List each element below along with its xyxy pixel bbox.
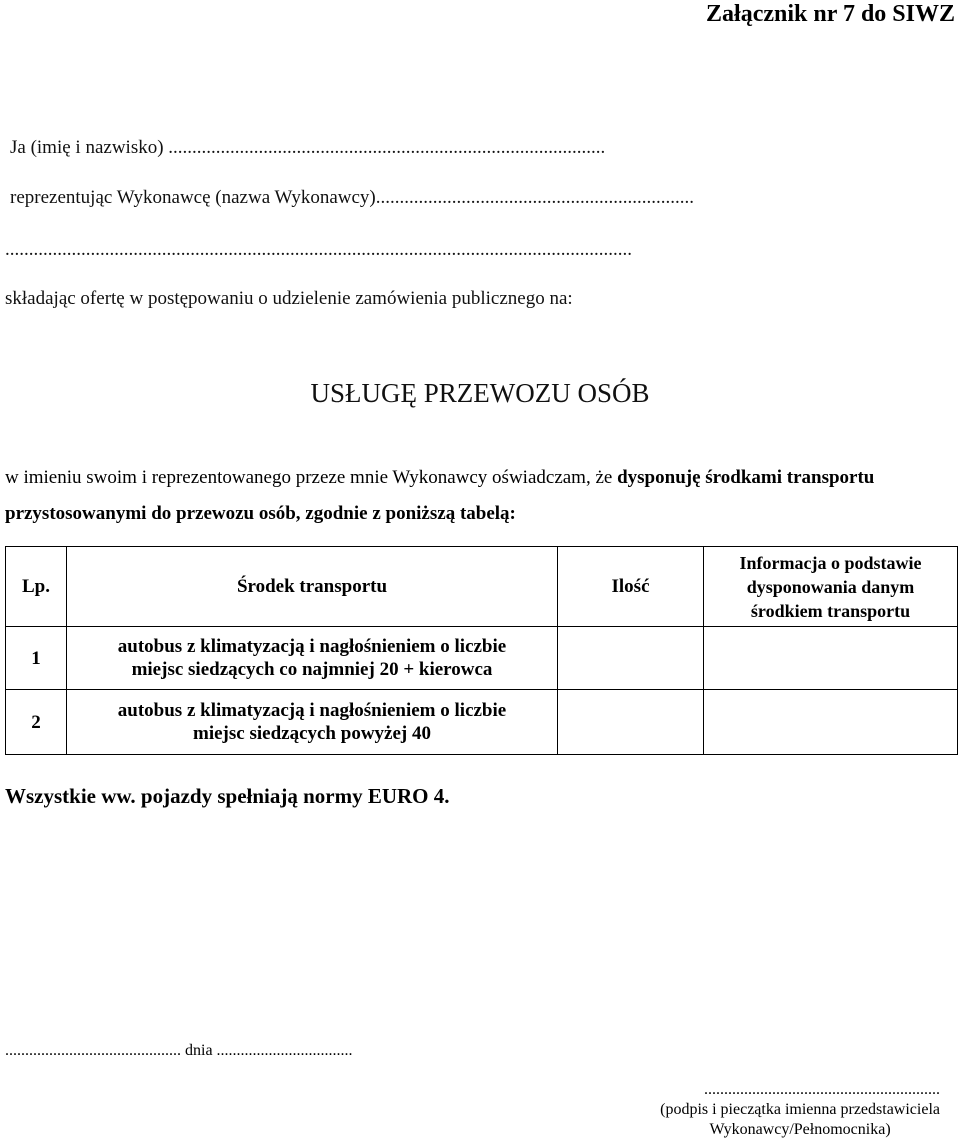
cell-srodek-line2: miejsc siedzących powyżej 40 <box>193 723 431 744</box>
cell-ilosc[interactable] <box>558 627 704 690</box>
cell-srodek-line1: autobus z klimatyzacją i nagłośnieniem o liczbie <box>117 636 507 657</box>
transport-table <box>5 546 958 755</box>
representing-line: reprezentując Wykonawcę (nazwa Wykonawcy)................................................................... <box>10 187 694 208</box>
annex-heading: Załącznik nr 7 do SIWZ <box>706 1 955 27</box>
signature-dots: ........................................................... <box>704 1081 940 1098</box>
header-info <box>704 547 958 627</box>
table-row <box>6 690 958 755</box>
cell-info[interactable] <box>704 627 958 690</box>
cell-srodek <box>67 690 558 755</box>
declaration-paragraph <box>5 460 957 532</box>
name-line: Ja (imię i nazwisko) ............................................................................................ <box>10 137 606 158</box>
signature-caption-line2: Wykonawcy/Pełnomocnika) <box>709 1121 891 1138</box>
cell-ilosc[interactable] <box>558 690 704 755</box>
declaration-plain: w imieniu swoim i reprezentowanego przeze mnie Wykonawcy oświadczam, że <box>5 467 618 488</box>
cell-info[interactable] <box>704 690 958 755</box>
signature-caption-line1: (podpis i pieczątka imienna przedstawiciela <box>660 1101 940 1118</box>
cell-lp: 1 <box>6 627 67 690</box>
signature-block <box>660 1080 940 1140</box>
table-row <box>6 627 958 690</box>
header-info-line2: dysponowania danym <box>746 576 915 597</box>
header-srodek: Środek transportu <box>67 547 558 627</box>
declaration-bold: dysponuję środkami transportu przystosowanymi do przewozu osób, zgodnie z poniższą tabelą: <box>5 467 875 524</box>
contractor-name-dots: .................................................................................................................................... <box>5 239 632 260</box>
header-ilosc: Ilość <box>558 547 704 627</box>
table-header-row <box>6 547 958 627</box>
header-lp: Lp. <box>6 547 67 627</box>
page-title: USŁUGĘ PRZEWOZU OSÓB <box>310 378 650 408</box>
offer-line: składając ofertę w postępowaniu o udzielenie zamówienia publicznego na: <box>5 288 573 309</box>
cell-srodek-line2: miejsc siedzących co najmniej 20 + kierowca <box>131 659 493 680</box>
header-info-line1: Informacja o podstawie <box>739 552 922 573</box>
cell-lp: 2 <box>6 690 67 755</box>
cell-srodek <box>67 627 558 690</box>
date-line: ............................................ dnia .................................. <box>5 1042 353 1059</box>
cell-srodek-line1: autobus z klimatyzacją i nagłośnieniem o liczbie <box>117 700 507 721</box>
header-info-line3: środkiem transportu <box>750 600 911 621</box>
euro-norm-note: Wszystkie ww. pojazdy spełniają normy EURO 4. <box>5 784 450 808</box>
